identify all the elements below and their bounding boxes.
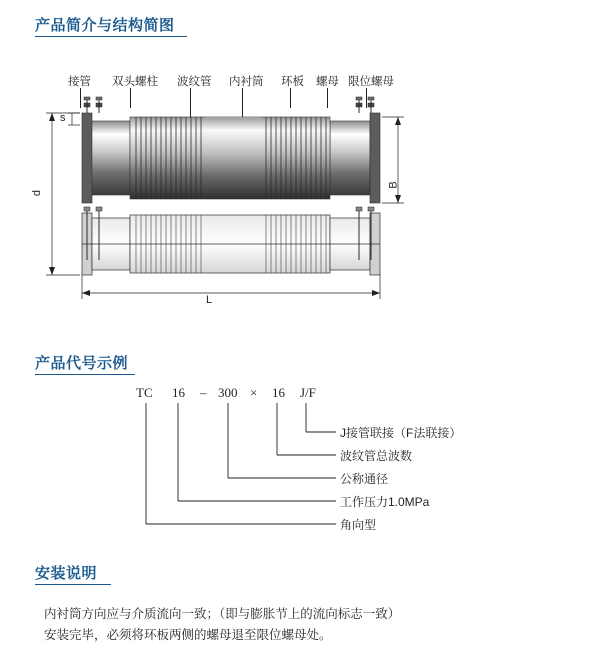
code-token-tc: TC [136, 385, 153, 400]
code-legend-3: 公称通径 [340, 472, 389, 486]
code-legend-4: 工作压力1.0MPa [340, 495, 430, 509]
callout-label-3: 波纹管 [177, 76, 212, 88]
section-underline-structure [35, 36, 187, 37]
code-token-16b: 16 [272, 385, 285, 400]
code-legend-1: J接管联接（F法联接） [340, 426, 462, 440]
code-token-300: 300 [218, 385, 238, 400]
callout-label-2: 双头螺柱 [112, 76, 158, 88]
callout-label-7: 限位螺母 [348, 76, 394, 88]
code-token-jf: J/F [300, 385, 316, 400]
product-code-example [0, 375, 600, 535]
dimension-label-B: B [387, 181, 400, 189]
install-note-2: 安装完毕，必须将环板两侧的螺母退至限位螺母处。 [44, 628, 332, 642]
install-note-1: 内衬筒方向应与介质流向一致；（即与膨胀节上的流向标志一致） [44, 607, 401, 621]
code-token-dash: – [200, 385, 207, 400]
dimension-label-s: s [60, 112, 66, 124]
section-title-code: 产品代号示例 [35, 355, 129, 372]
code-token-times: × [250, 385, 258, 400]
code-token-16a: 16 [172, 385, 185, 400]
structure-diagram [0, 55, 600, 305]
dimension-label-d: d [31, 189, 44, 197]
code-legend-2: 波纹管总波数 [340, 449, 413, 463]
callout-label-6: 螺母 [316, 76, 339, 88]
bellows-drawing-svg [0, 55, 600, 305]
callout-label-1: 接管 [68, 76, 91, 88]
section-title-install: 安装说明 [35, 565, 98, 582]
dimension-label-L: L [206, 294, 213, 306]
code-leader-lines [0, 375, 600, 535]
code-legend-5: 角向型 [340, 518, 377, 532]
callout-label-4: 内衬筒 [229, 76, 264, 88]
callout-label-5: 环板 [281, 76, 304, 88]
section-underline-install [35, 584, 111, 585]
section-title-structure: 产品简介与结构简图 [35, 17, 175, 34]
